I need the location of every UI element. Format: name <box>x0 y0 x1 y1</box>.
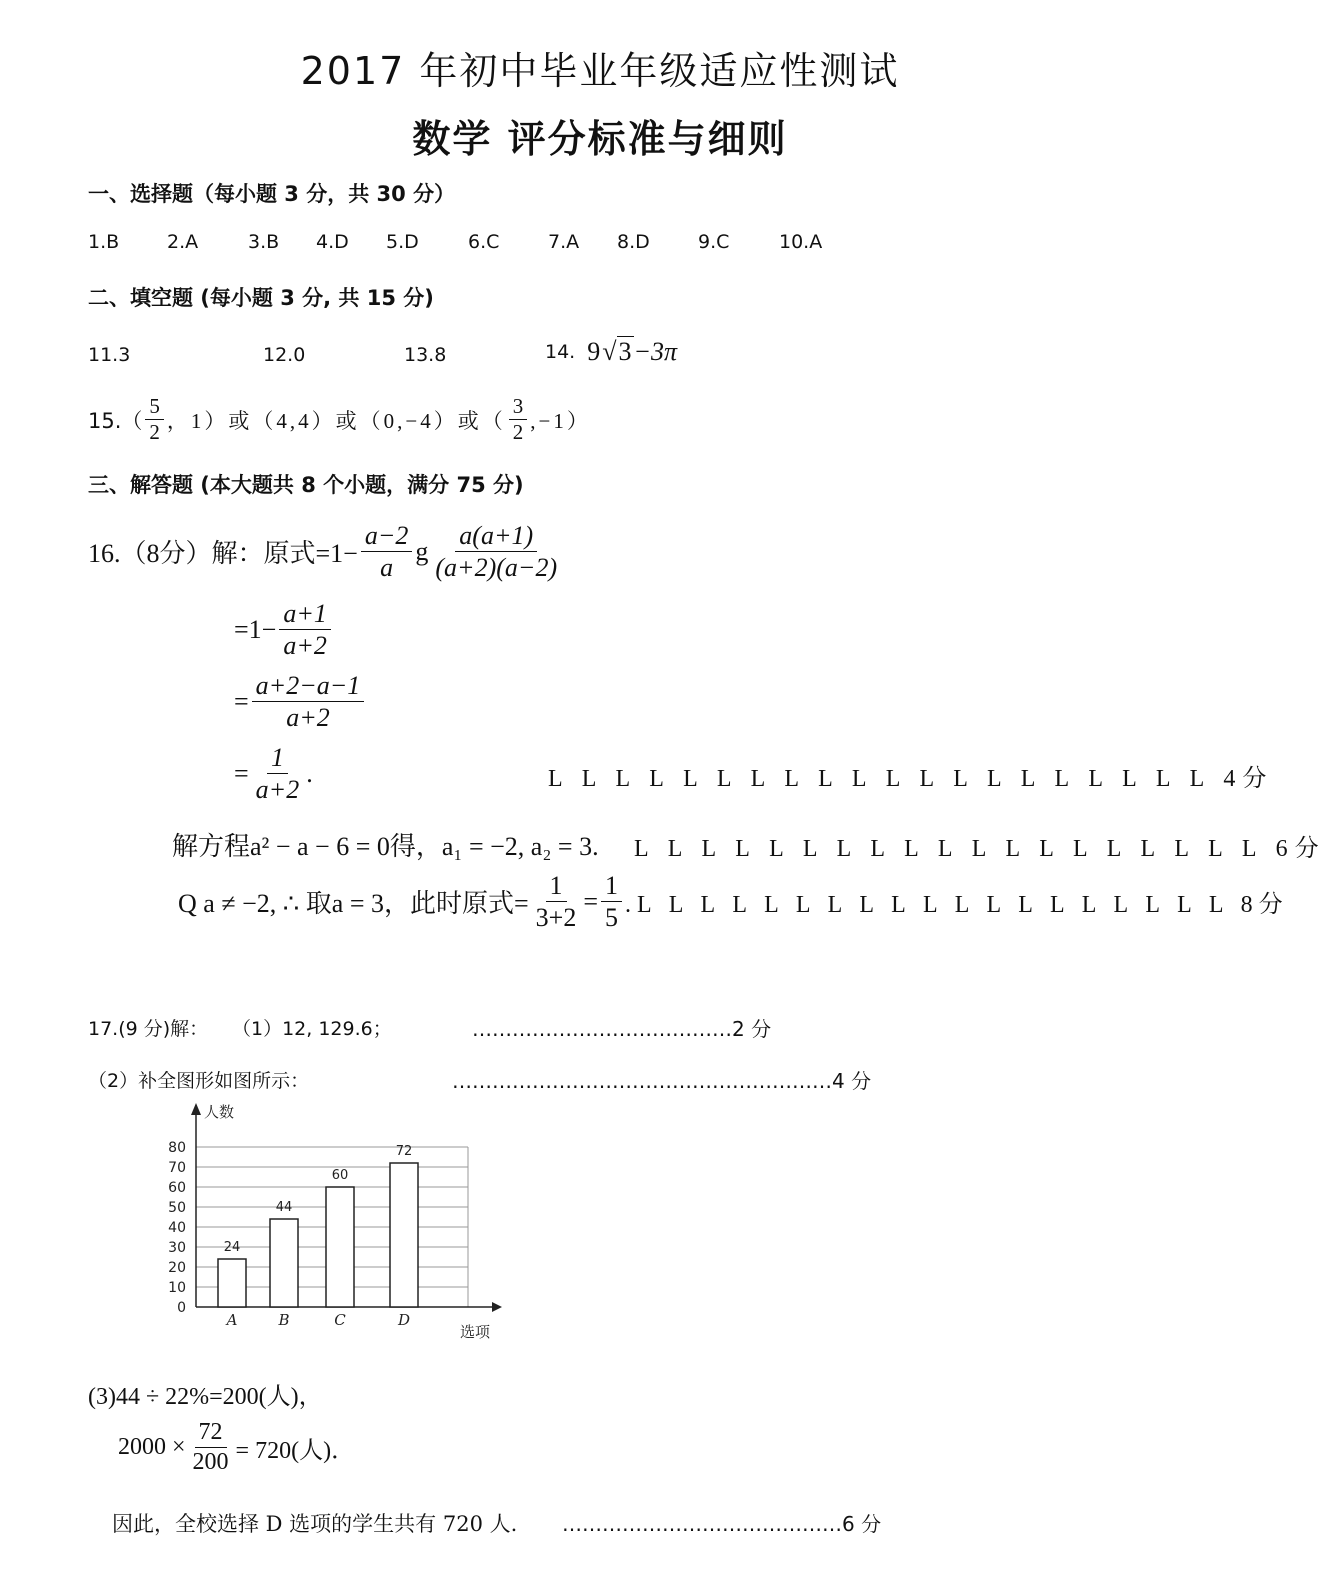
fraction-numerator: 72 <box>195 1418 227 1448</box>
x-axis-arrow <box>492 1302 502 1312</box>
fill-answer-15 <box>88 394 591 445</box>
y-tick-label: 0 <box>177 1300 186 1316</box>
fraction-denominator: 3+2 <box>535 903 577 933</box>
y-tick-label: 60 <box>168 1180 186 1196</box>
x-tick-label: A <box>226 1311 238 1329</box>
q17-score-6: ……………………………………6 分 <box>562 1512 882 1536</box>
q17-label: 17.(9 分)解： <box>88 1018 209 1040</box>
q17-score-2: …………………………………2 分 <box>472 1017 772 1041</box>
x-tick-label: D <box>397 1311 411 1329</box>
q16-score-8: .L L L L L L L L L L L L L L L L L L L 8分 <box>625 892 1289 919</box>
data-label: 72 <box>395 1144 413 1159</box>
fraction <box>189 1418 233 1477</box>
answer-14-coef: 9 <box>587 336 601 366</box>
fraction-denominator: 2 <box>149 420 160 445</box>
q16-line6-pre: Q a ≠ −2, ∴ 取a = 3，此时原式= <box>178 889 529 919</box>
section3-heading: 三、解答题 (本大题共 8 个小题，满分 75 分) <box>88 473 524 497</box>
x-axis-label: 选项 <box>460 1323 491 1341</box>
fraction-numerator: 5 <box>145 394 164 420</box>
q16-line5: 解方程a² − a − 6 = 0得，a₁ = −2, a₂ = 3. <box>172 832 599 861</box>
q16-line6 <box>178 870 1289 933</box>
document-title: 2017 年初中毕业年级适应性测试 <box>300 49 900 93</box>
q16-line2 <box>234 598 334 661</box>
fraction <box>509 394 528 445</box>
bar <box>218 1259 246 1307</box>
section2-heading: 二、填空题 (每小题 3 分, 共 15 分) <box>88 286 434 310</box>
data-label: 44 <box>275 1200 293 1215</box>
x-tick-label: C <box>334 1311 346 1329</box>
q17-part3: (3)44 ÷ 22%=200(人)， <box>88 1384 323 1410</box>
q16-eq: = <box>234 686 249 716</box>
q16-line1 <box>88 520 564 583</box>
fraction <box>145 394 164 445</box>
q17-line4-post: = 720(人)． <box>235 1437 356 1464</box>
q16-dot: . <box>306 758 313 788</box>
sqrt-sign: √ <box>602 336 617 366</box>
fraction-denominator: 200 <box>192 1448 229 1475</box>
mc-answer: 7.A <box>548 231 580 253</box>
y-axis-arrow <box>191 1103 201 1115</box>
q16-eq: =1− <box>234 614 277 644</box>
y-tick-label: 30 <box>168 1240 186 1256</box>
fraction-denominator: a+2 <box>286 703 330 733</box>
fraction-numerator: a−2 <box>361 520 413 552</box>
answer-14-tail: −3π <box>633 336 678 366</box>
y-tick-label: 50 <box>168 1200 186 1216</box>
fraction-numerator: a+2−a−1 <box>252 670 365 702</box>
data-label: 24 <box>223 1240 241 1255</box>
fill-answer-13: 13.8 <box>404 344 447 366</box>
q17-line4-pre: 2000 × <box>118 1433 186 1460</box>
q17-part1: （1）12, 129.6； <box>232 1018 392 1040</box>
document-subtitle: 数学 评分标准与细则 <box>412 117 788 161</box>
bar <box>390 1163 418 1307</box>
q17-conclusion: 因此，全校选择 D 选项的学生共有 720 人. <box>112 1512 518 1536</box>
mc-answer: 2.A <box>167 231 199 253</box>
answer-15-tail: ,−1） <box>530 408 591 433</box>
q16-eq: = <box>583 886 599 916</box>
fraction <box>279 598 331 661</box>
x-tick-label: B <box>278 1311 290 1329</box>
q16-line3 <box>234 670 367 733</box>
fraction <box>431 520 561 583</box>
mc-answer: 6.C <box>468 231 500 253</box>
fraction-denominator: 2 <box>512 420 524 445</box>
mc-answer: 10.A <box>779 231 823 253</box>
y-axis-label: 人数 <box>204 1103 235 1121</box>
y-tick-label: 80 <box>168 1140 186 1156</box>
answer-14-radicand: 3 <box>618 337 632 366</box>
answer-14-label: 14. <box>545 340 576 363</box>
q16-eq: = <box>234 758 249 788</box>
fraction <box>252 670 365 733</box>
mc-answer: 9.C <box>698 231 730 253</box>
y-tick-label: 40 <box>168 1220 186 1236</box>
q16-score-4: L L L L L L L L L L L L L L L L L L L L 4分 <box>548 766 1274 792</box>
fraction-denominator: a+2 <box>255 775 300 805</box>
fraction-denominator: a+2 <box>283 631 327 661</box>
y-tick-label: 20 <box>168 1260 186 1276</box>
q17-line4 <box>118 1418 355 1477</box>
fraction-numerator: a+1 <box>279 598 331 630</box>
data-label: 60 <box>331 1168 349 1183</box>
mc-answer: 4.D <box>316 231 349 253</box>
bar <box>326 1187 354 1307</box>
q16-line4 <box>234 742 313 805</box>
q17-part2: （2）补全图形如图所示： <box>88 1070 310 1092</box>
fraction-numerator: 3 <box>509 394 528 420</box>
fraction <box>361 520 413 583</box>
answer-15-label: 15.（ <box>88 408 143 433</box>
fraction-numerator: 1 <box>601 870 622 902</box>
fraction-denominator: a <box>380 553 394 583</box>
q16-g: g <box>415 536 429 566</box>
answer-15-points: ，1）或（4,4）或（0,−4）或（ <box>166 408 506 433</box>
y-tick-label: 70 <box>168 1160 186 1176</box>
section1-heading: 一、选择题（每小题 3 分，共 30 分） <box>88 182 456 206</box>
fill-answer-12: 12.0 <box>263 344 306 366</box>
mc-answer: 8.D <box>617 231 650 253</box>
fraction-denominator: 5 <box>605 903 619 933</box>
bar-chart <box>150 1095 510 1345</box>
fill-answer-14 <box>545 336 677 367</box>
fill-answer-11: 11.3 <box>88 344 131 366</box>
fraction <box>601 870 622 933</box>
fraction <box>532 870 581 933</box>
q16-label: 16.（8分）解：原式=1− <box>88 539 358 569</box>
q17-score-4: …………………………………………………4 分 <box>452 1069 872 1093</box>
fraction-denominator: (a+2)(a−2) <box>435 553 558 583</box>
y-tick-label: 10 <box>168 1280 186 1296</box>
bar <box>270 1219 298 1307</box>
mc-answer: 1.B <box>88 231 120 253</box>
fraction <box>252 742 304 805</box>
fraction-numerator: 1 <box>267 742 288 774</box>
fraction-numerator: a(a+1) <box>455 520 537 552</box>
fraction-numerator: 1 <box>546 870 567 902</box>
mc-answer: 5.D <box>386 231 419 253</box>
mc-answer: 3.B <box>248 231 280 253</box>
q16-score-6: L L L L L L L L L L L L L L L L L L L 6分 <box>634 836 1326 862</box>
